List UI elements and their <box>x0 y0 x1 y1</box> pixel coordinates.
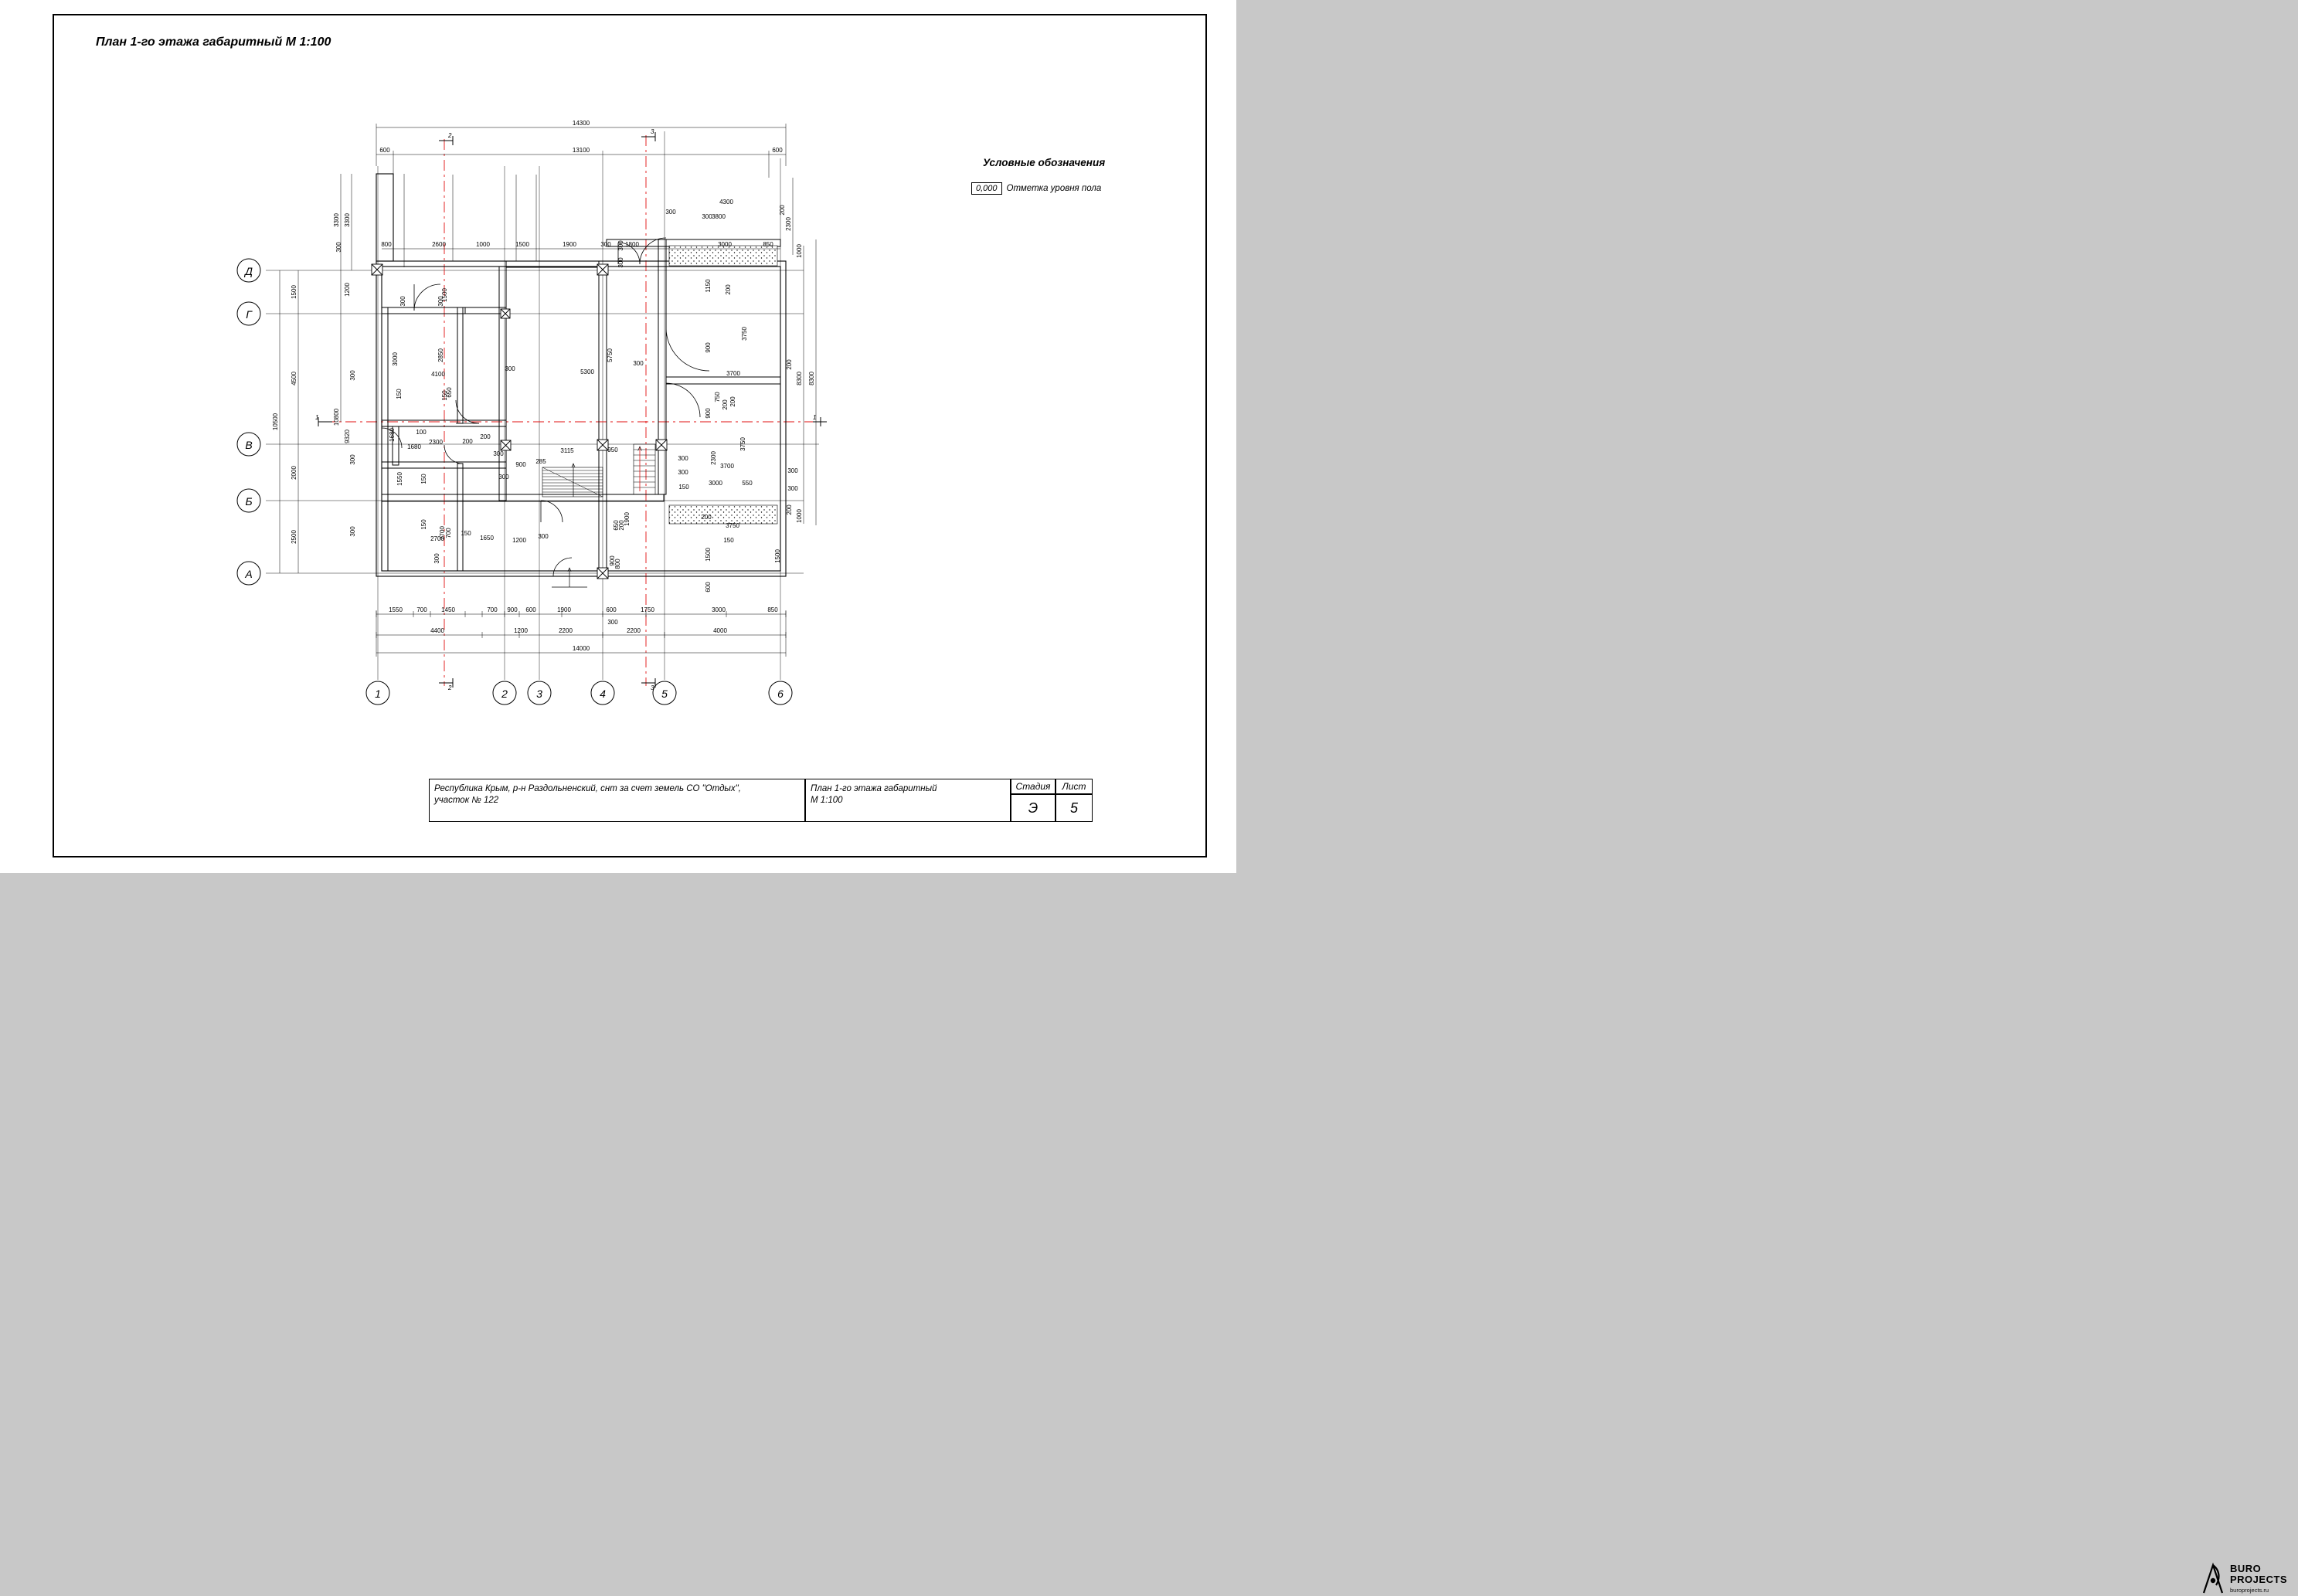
dim-text: 3800 <box>712 213 726 220</box>
dim-text: 14300 <box>572 120 590 127</box>
dim-text: 4500 <box>291 372 297 385</box>
logo-subtext: buroprojects.ru <box>2230 1587 2269 1594</box>
dim-text: 300 <box>787 485 798 492</box>
dim-text: 3750 <box>726 522 739 529</box>
dim-text: 700 <box>487 606 498 613</box>
titleblock-logo <box>1093 779 2288 1594</box>
titleblock-project <box>429 779 805 822</box>
dim-text: 200 <box>480 433 491 440</box>
dim-text: 4400 <box>430 627 444 634</box>
dim-text: 1750 <box>641 606 654 613</box>
dim-text: 2300 <box>429 439 443 446</box>
dim-text: 300 <box>607 619 618 626</box>
titleblock-stage-value <box>1011 794 1056 822</box>
dim-text: 3700 <box>726 370 740 377</box>
dim-text: 2300 <box>710 451 717 465</box>
dim-text: 3750 <box>739 437 746 451</box>
sheet-value: 5 <box>1069 800 1078 816</box>
dim-text: 950 <box>607 447 618 453</box>
dim-text: 900 <box>507 606 518 613</box>
dim-text: 4100 <box>431 371 445 378</box>
dim-text: 200 <box>462 438 473 445</box>
axis-label-horizontal: 3 <box>536 688 542 700</box>
dim-text: 2700 <box>439 526 446 540</box>
dim-text: 1500 <box>705 548 712 562</box>
axis-label-horizontal: 1 <box>375 688 381 700</box>
axis-label-vertical: Г <box>246 308 252 321</box>
dim-text: 1680 <box>407 443 421 450</box>
dim-text: 9320 <box>344 430 351 443</box>
axis-label-vertical: Д <box>245 265 253 277</box>
dim-text: 3000 <box>392 352 399 366</box>
dim-text: 300 <box>349 454 356 465</box>
dim-text: 200 <box>722 399 729 410</box>
dim-text: 150 <box>441 390 448 401</box>
dim-text: 550 <box>742 480 753 487</box>
dim-text: 300 <box>433 553 440 564</box>
dim-text: 1500 <box>774 549 781 563</box>
project-line-1: Республика Крым, р-н Раздольненский, снт за счет земель СО "Отдых", <box>434 784 741 793</box>
stage-header-label: Стадия <box>1015 781 1051 792</box>
dim-text: 900 <box>705 408 712 419</box>
titleblock-stage-header <box>1011 779 1056 794</box>
dim-text: 3750 <box>741 327 748 341</box>
dim-text: 300 <box>399 296 406 307</box>
dim-text: 10800 <box>333 408 340 426</box>
dim-text: 850 <box>763 241 773 248</box>
dim-text: 300 <box>349 526 356 537</box>
dim-text: 4000 <box>713 627 727 634</box>
dim-text: 3000 <box>709 480 722 487</box>
dim-text: 300 <box>617 240 624 251</box>
legend-title: Условные обозначения <box>983 157 1106 168</box>
dim-text: 300 <box>600 241 611 248</box>
dim-text: 750 <box>714 392 721 402</box>
dim-text: 1550 <box>396 472 403 486</box>
dim-text: 1000 <box>476 241 490 248</box>
dim-text: 300 <box>437 296 444 307</box>
dim-text: 3700 <box>720 463 734 470</box>
dim-text: 150 <box>420 519 427 530</box>
dim-text: 1650 <box>480 535 494 542</box>
section-mark: 2 <box>448 132 452 139</box>
dim-text: 2850 <box>437 348 444 362</box>
dim-text: 2200 <box>559 627 573 634</box>
axis-label-horizontal: 6 <box>777 688 784 700</box>
titleblock-sheet-value <box>1056 794 1093 822</box>
dim-text: 1900 <box>624 512 631 526</box>
logo-line-2: PROJECTS <box>2230 1574 2288 1585</box>
dim-text: 300 <box>633 360 644 367</box>
page-title: План 1-го этажа габаритный М 1:100 <box>96 36 331 49</box>
dim-text: 2500 <box>291 530 297 544</box>
dim-text: 8300 <box>808 372 815 385</box>
dim-text: 200 <box>701 514 712 521</box>
dim-text: 1000 <box>796 509 803 523</box>
drawing-name-line-2: М 1:100 <box>811 796 843 805</box>
dim-text: 650 <box>446 387 453 398</box>
dim-text: 1500 <box>291 285 297 299</box>
dim-text: 300 <box>678 455 688 462</box>
dim-text: 3000 <box>712 606 726 613</box>
dim-text: 1200 <box>512 537 526 544</box>
dim-text: 300 <box>493 450 504 457</box>
floor-level-marker: 0,000 <box>971 182 1002 195</box>
dim-text: 8300 <box>796 372 803 385</box>
dim-text: 300 <box>538 533 549 540</box>
dim-text: 300 <box>678 469 688 476</box>
dim-text: 700 <box>416 606 427 613</box>
axis-label-horizontal: 2 <box>501 688 508 700</box>
dim-text: 800 <box>614 559 621 569</box>
sheet-header-label: Лист <box>1062 781 1086 792</box>
dim-text: 150 <box>396 389 403 399</box>
legend-item-label: Отметка уровня пола <box>1006 184 1102 193</box>
dim-text: 1800 <box>625 241 639 248</box>
dim-text: 800 <box>381 241 392 248</box>
floor-plan-drawing <box>0 0 1236 873</box>
dim-text: 1680 <box>389 428 396 442</box>
dim-text: 300 <box>349 370 356 381</box>
dim-text: 5750 <box>607 348 614 362</box>
buro-projects-logo-icon <box>2201 1562 2227 1594</box>
dim-text: 200 <box>786 504 793 515</box>
dim-text: 3300 <box>344 213 351 227</box>
dim-text: 300 <box>498 474 509 480</box>
titleblock-sheet-header <box>1056 779 1093 794</box>
dim-text: 2700 <box>430 535 444 542</box>
dim-text: 200 <box>729 396 736 407</box>
axis-label-vertical: Б <box>245 495 253 508</box>
dim-text: 150 <box>723 537 734 544</box>
dim-text: 2600 <box>432 241 446 248</box>
dim-text: 200 <box>725 284 732 295</box>
dim-text: 1900 <box>563 241 576 248</box>
section-mark: 3 <box>651 684 654 691</box>
dim-text: 150 <box>678 484 689 491</box>
logo-line-1: BURO <box>2230 1563 2262 1574</box>
dim-text: 650 <box>613 520 620 531</box>
dim-text: 5300 <box>580 368 594 375</box>
dim-text: 2300 <box>785 217 792 231</box>
section-mark: 2 <box>448 684 452 691</box>
dim-text: 1150 <box>705 279 712 293</box>
dim-text: 10500 <box>272 413 279 431</box>
project-line-2: участок № 122 <box>434 796 499 805</box>
dim-text: 900 <box>515 461 526 468</box>
dim-text: 300 <box>702 213 712 220</box>
section-mark: 3 <box>651 128 654 135</box>
axis-label-horizontal: 4 <box>600 688 606 700</box>
dim-text: 150 <box>420 474 427 484</box>
dim-text: 900 <box>609 555 616 566</box>
dim-text: 1550 <box>389 606 403 613</box>
dim-text: 3300 <box>333 213 340 227</box>
dim-text: 600 <box>379 147 390 154</box>
dim-text: 200 <box>779 205 786 216</box>
dim-text: 300 <box>665 209 676 216</box>
dim-text: 1200 <box>514 627 528 634</box>
dim-text: 300 <box>505 365 515 372</box>
dim-text: 3000 <box>718 241 732 248</box>
drawing-name-line-1: План 1-го этажа габаритный <box>811 784 937 793</box>
dim-text: 600 <box>606 606 617 613</box>
dim-text: 1200 <box>344 283 351 297</box>
stage-value: Э <box>1028 800 1039 816</box>
dim-text: 600 <box>705 582 712 593</box>
dim-text: 900 <box>705 342 712 353</box>
axis-label-vertical: В <box>245 439 253 451</box>
dim-text: 100 <box>416 429 427 436</box>
dim-text: 2200 <box>627 627 641 634</box>
dim-text: 2000 <box>291 466 297 480</box>
dim-text: 4300 <box>719 199 733 205</box>
dim-text: 600 <box>525 606 536 613</box>
dim-text: 200 <box>618 520 625 531</box>
dim-text: 150 <box>461 530 471 537</box>
titleblock-drawing-name <box>805 779 1011 822</box>
axis-label-horizontal: 5 <box>661 688 668 700</box>
dim-text: 3115 <box>560 447 574 454</box>
dim-text: 1900 <box>557 606 571 613</box>
dim-text: 13100 <box>572 147 590 154</box>
dim-text: 850 <box>767 606 778 613</box>
section-mark: 1 <box>315 414 319 421</box>
dim-text: 14000 <box>572 645 590 652</box>
dim-text: 1500 <box>515 241 529 248</box>
dim-text: 285 <box>535 458 546 465</box>
dim-text: 1450 <box>441 606 455 613</box>
dim-text: 1000 <box>796 244 803 258</box>
dim-text: 1500 <box>441 288 448 302</box>
dim-text: 300 <box>335 242 342 253</box>
dim-text: 700 <box>445 528 452 538</box>
dim-text: 300 <box>787 467 798 474</box>
dim-text: 200 <box>786 359 793 370</box>
axis-label-vertical: А <box>245 568 253 580</box>
section-mark: 1 <box>813 414 817 421</box>
dim-text: 300 <box>617 257 624 268</box>
dim-text: 600 <box>772 147 783 154</box>
